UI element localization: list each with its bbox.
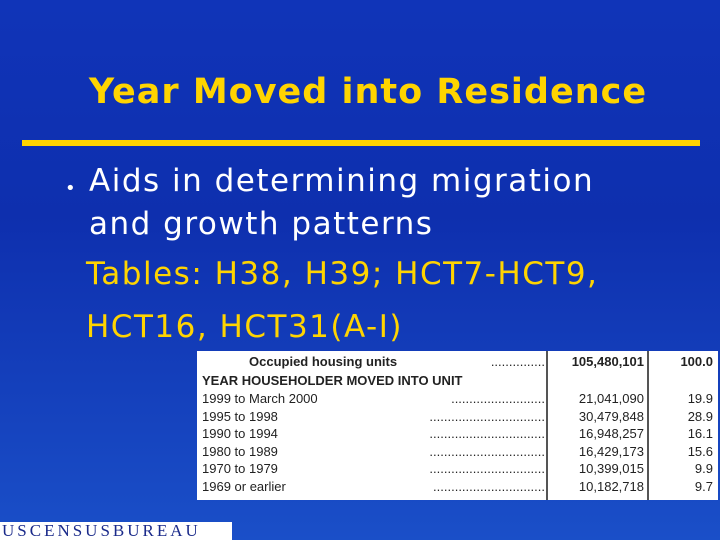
header-value: 105,480,101 xyxy=(571,354,644,369)
table-row xyxy=(197,425,718,442)
row-value: 30,479,848 xyxy=(578,408,644,424)
row-percent: 9.9 xyxy=(694,461,713,476)
leader-dots: ................................ xyxy=(429,443,545,459)
row-percent: 9.7 xyxy=(694,478,713,494)
row-percent: 19.9 xyxy=(687,391,713,406)
row-value: 16,429,173 xyxy=(578,443,644,459)
table-header-row xyxy=(197,353,718,370)
row-percent: 16.1 xyxy=(687,426,713,441)
leader-dots: ............... xyxy=(490,354,545,369)
title-underline xyxy=(22,140,700,146)
row-value: 10,399,015 xyxy=(578,461,644,476)
bullet-text-line-2: and growth patterns xyxy=(89,206,434,242)
leader-dots: ................................ xyxy=(429,461,545,476)
leader-dots: ................................ xyxy=(429,408,545,424)
table-row xyxy=(197,460,718,477)
row-value: 10,182,718 xyxy=(578,478,644,494)
row-label: 1999 to March 2000 xyxy=(202,391,318,406)
row-percent: 15.6 xyxy=(687,443,713,459)
row-label: 1995 to 1998 xyxy=(202,408,278,424)
row-label: 1969 or earlier xyxy=(202,478,286,494)
data-table xyxy=(197,351,718,500)
row-percent: 28.9 xyxy=(687,408,713,424)
tables-reference-line-1: Tables: H38, H39; HCT7-HCT9, xyxy=(86,256,599,292)
row-label: 1970 to 1979 xyxy=(202,461,278,476)
leader-dots: ............................... xyxy=(433,478,545,494)
table-row xyxy=(197,408,718,425)
table-row xyxy=(197,478,718,495)
row-value: 21,041,090 xyxy=(578,391,644,406)
tables-reference-line-2: HCT16, HCT31(A-I) xyxy=(86,309,403,345)
bullet-marker: • xyxy=(65,178,76,199)
header-percent: 100.0 xyxy=(680,354,713,369)
row-label: 1990 to 1994 xyxy=(202,426,278,441)
table-row xyxy=(197,443,718,460)
bullet-text-line-1: Aids in determining migration xyxy=(89,163,595,199)
section-label: YEAR HOUSEHOLDER MOVED INTO UNIT xyxy=(202,373,463,388)
row-value: 16,948,257 xyxy=(578,426,644,441)
table-section-row xyxy=(197,372,718,389)
table-row xyxy=(197,390,718,407)
leader-dots: .......................... xyxy=(451,391,545,406)
leader-dots: ................................ xyxy=(429,426,545,441)
slide-title: Year Moved into Residence xyxy=(88,72,648,112)
header-label: Occupied housing units xyxy=(249,354,398,369)
census-bureau-logo: USCENSUSBUREAU xyxy=(0,522,232,540)
row-label: 1980 to 1989 xyxy=(202,443,278,459)
